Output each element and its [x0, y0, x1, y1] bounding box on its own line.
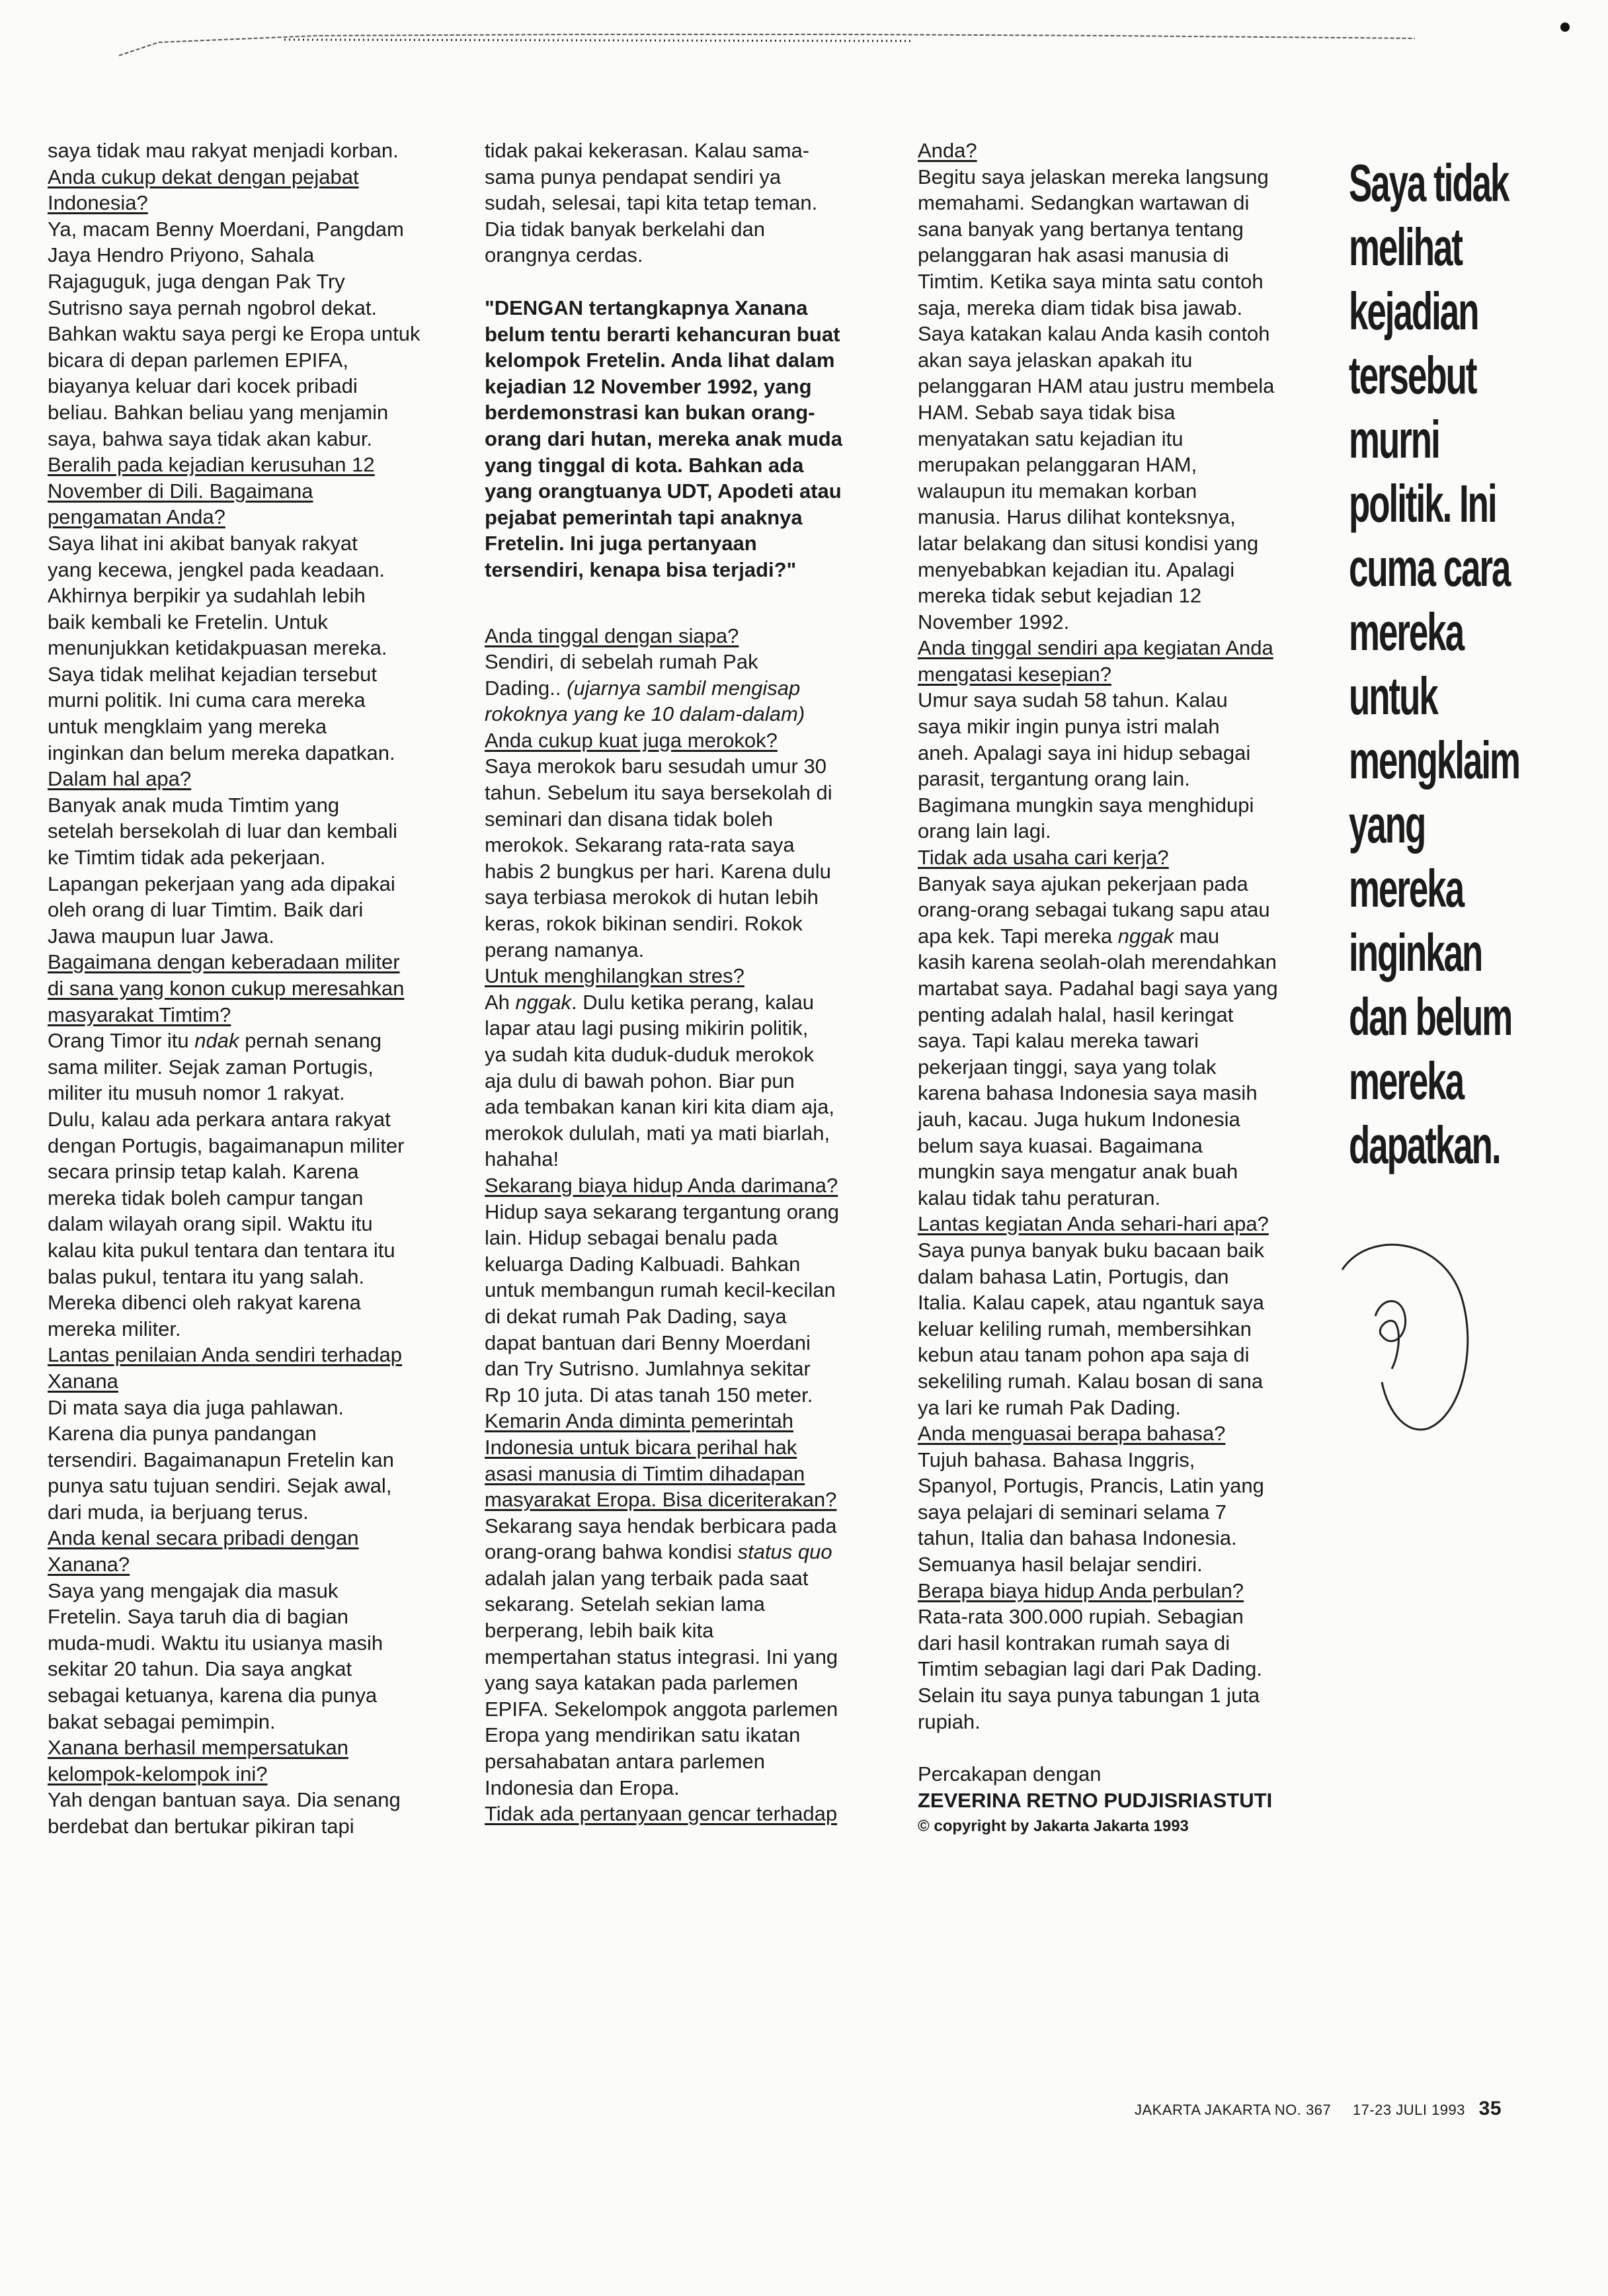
interview-question: Lantas penilaian Anda sendiri terhadap [48, 1343, 403, 1367]
text-line: martabat saya. Padahal bagi saya yang [918, 977, 1278, 1000]
text-line: rupiah. [918, 1709, 981, 1733]
interview-question: Kemarin Anda diminta pemerintah [485, 1409, 793, 1433]
text-line: Ah nggak. Dulu ketika perang, kalau [485, 990, 815, 1014]
interview-question: Beralih pada kejadian kerusuhan 12 [48, 453, 375, 477]
text-line: latar belakang dan situsi kondisi yang [918, 531, 1259, 555]
text-line: Sendiri, di sebelah rumah Pak [485, 650, 758, 674]
text-line: saja, mereka diam tidak bisa jawab. [918, 296, 1243, 319]
pull-quote-line: murni [1349, 410, 1439, 469]
text-line: Akhirnya berpikir ya sudahlah lebih [48, 584, 366, 608]
text-line: menyebabkan kejadian itu. Apalagi [918, 557, 1235, 581]
highlighted-quote-line: berdemonstrasi kan bukan orang- [485, 401, 815, 425]
text-line: orang lain lagi. [918, 819, 1051, 843]
text-line: dalam bahasa Latin, Portugis, dan [918, 1264, 1229, 1288]
text-line: aneh. Apalagi saya ini hidup sebagai [918, 741, 1251, 764]
text-line: Rata-rata 300.000 rupiah. Sebagian [918, 1605, 1244, 1629]
highlighted-quote-line: yang orangtuanya UDT, Apodeti atau [485, 479, 842, 503]
highlighted-quote-line: belum tentu berarti kehancuran buat [485, 322, 840, 346]
text-line: oleh orang di luar Timtim. Baik dari [48, 898, 364, 922]
text-line: Timtim. Ketika saya minta satu contoh [918, 269, 1264, 293]
text-line: sama punya pendapat sendiri ya [485, 165, 782, 188]
text-line: Saya punya banyak buku bacaan baik [918, 1238, 1264, 1262]
highlighted-quote-line: pejabat pemerintah tapi anaknya [485, 505, 803, 529]
text-line: orang-orang sebagai tukang sapu atau [918, 898, 1270, 922]
interview-question: di sana yang konon cukup meresahkan [48, 977, 405, 1000]
text-line: dalam wilayah orang sipil. Waktu itu [48, 1212, 373, 1236]
text-line: mereka tidak sebut kejadian 12 [918, 584, 1202, 608]
text-line: walaupun itu memakan korban [918, 479, 1197, 503]
text-line: manusia. Harus dilihat konteksnya, [918, 505, 1236, 529]
text-line: Italia. Kalau capek, atau ngantuk saya [918, 1291, 1264, 1315]
text-line: hahaha! [485, 1147, 559, 1171]
pull-quote-line: kejadian [1349, 282, 1478, 341]
text-line: Eropa yang mendirikan satu ikatan [485, 1723, 801, 1747]
text-line: muda-mudi. Waktu itu usianya masih [48, 1631, 383, 1655]
text-line: Indonesia dan Eropa. [485, 1776, 680, 1799]
interview-question: masyarakat Timtim? [48, 1003, 231, 1026]
text-line: mungkin saya mengatur anak buah [918, 1160, 1238, 1184]
italic-fragment: nggak [1117, 924, 1174, 948]
text-line: secara prinsip tetap kalah. Karena [48, 1160, 359, 1184]
text-line: tersendiri. Bagaimanapun Fretelin kan [48, 1448, 394, 1471]
text-line: mereka tidak boleh campur tangan [48, 1186, 364, 1210]
text-line: Banyak saya ajukan pekerjaan pada [918, 872, 1248, 895]
interview-question: Berapa biaya hidup Anda perbulan? [918, 1578, 1244, 1602]
pull-quote-line: melihat [1349, 218, 1462, 276]
text-line: yang kecewa, jengkel pada keadaan. [48, 557, 385, 581]
pull-quote-line: yang [1349, 795, 1426, 854]
interview-question: Xanana? [48, 1553, 130, 1577]
text-line: untuk membangun rumah kecil-kecilan [485, 1278, 836, 1302]
text-line: berperang, lebih baik kita [485, 1619, 714, 1643]
interview-question: Anda menguasai berapa bahasa? [918, 1422, 1226, 1446]
text-line: Mereka dibenci oleh rakyat karena [48, 1291, 361, 1315]
paragraph-gap [485, 268, 888, 295]
text-line: saya pelajari di seminari selama 7 [918, 1500, 1226, 1524]
text-line: Saya yang mengajak dia masuk [48, 1578, 339, 1602]
text-line: dengan Portugis, bagaimanapun militer [48, 1133, 405, 1157]
interview-question: kelompok-kelompok ini? [48, 1762, 268, 1785]
text-line: EPIFA. Sekelompok anggota parlemen [485, 1697, 838, 1721]
pull-quote-line: mereka [1349, 602, 1464, 661]
interview-question: Anda tinggal sendiri apa kegiatan Anda [918, 636, 1273, 660]
text-line: saya, bahwa saya tidak akan kabur. [48, 427, 373, 450]
text-line: beliau. Bahkan beliau yang menjamin [48, 400, 389, 424]
text-line: tidak pakai kekerasan. Kalau sama- [485, 139, 810, 162]
text-line: tahun, Italia dan bahasa Indonesia. [918, 1526, 1237, 1550]
text-line: punya satu tujuan sendiri. Sejak awal, [48, 1474, 392, 1498]
interview-question: Dalam hal apa? [48, 767, 192, 791]
credit-author: ZEVERINA RETNO PUDJISRIASTUTI [918, 1788, 1273, 1812]
text-line: Dulu, kalau ada perkara antara rakyat [48, 1107, 391, 1131]
issue-date: 17-23 JULI 1993 [1352, 2102, 1466, 2118]
text-line: Dading.. (ujarnya sambil mengisap [485, 676, 801, 700]
text-line: bakat sebagai pemimpin. [48, 1709, 276, 1733]
text-line: mempertahan status integrasi. Ini yang [485, 1645, 838, 1668]
text-line: balas pukul, tentara itu yang salah. [48, 1264, 365, 1288]
text-line: Banyak anak muda Timtim yang [48, 793, 340, 817]
text-line: habis 2 bungkus per hari. Karena dulu [485, 859, 831, 883]
text-line: mereka militer. [48, 1317, 181, 1340]
paragraph-gap [485, 583, 888, 623]
text-line: Timtim sebagian lagi dari Pak Dading. [918, 1657, 1262, 1681]
interview-question: Anda? [918, 139, 977, 162]
text-line: murni politik. Ini cuma cara mereka [48, 688, 366, 712]
interview-question: Sekarang biaya hidup Anda darimana? [485, 1173, 838, 1197]
hand-drawn-doodle [1329, 1217, 1488, 1442]
interview-question: Lantas kegiatan Anda sehari-hari apa? [918, 1212, 1269, 1236]
interview-question: asasi manusia di Timtim dihadapan [485, 1461, 805, 1485]
interview-question: Xanana berhasil mempersatukan [48, 1736, 348, 1760]
ink-speck [1560, 22, 1570, 32]
text-line: Saya katakan kalau Anda kasih contoh [918, 322, 1270, 346]
text-line: saya terbiasa merokok di hutan lebih [485, 885, 819, 909]
text-line: merokok dululah, mati ya mati biarlah, [485, 1121, 830, 1145]
text-line: kalau kita pukul tentara dan tentara itu [48, 1238, 395, 1262]
interview-question: Tidak ada usaha cari kerja? [918, 846, 1169, 870]
highlighted-quote-line: kejadian 12 November 1992, yang [485, 374, 812, 398]
text-line: merupakan pelanggaran HAM, [918, 453, 1197, 477]
interview-question: mengatasi kesepian? [918, 662, 1111, 686]
interview-question: Indonesia? [48, 191, 148, 215]
text-line: lain. Hidup sebagai benalu pada [485, 1226, 778, 1250]
interview-question: Anda kenal secara pribadi dengan [48, 1526, 359, 1550]
text-line: dari hasil kontrakan rumah saya di [918, 1631, 1230, 1655]
text-line: untuk mengklaim yang mereka [48, 715, 327, 739]
credit-label: Percakapan dengan [918, 1762, 1102, 1786]
text-line: kasih karena seolah-olah merendahkan [918, 950, 1277, 974]
text-line: Jaya Hendro Priyono, Sahala [48, 243, 315, 267]
interview-question: Untuk menghilangkan stres? [485, 964, 744, 988]
interview-question: Xanana [48, 1369, 118, 1393]
magazine-issue: JAKARTA JAKARTA NO. 367 [1135, 2102, 1332, 2118]
text-line: Bagimana mungkin saya menghidupi [918, 793, 1254, 817]
text-line: menyatakan satu kejadian itu [918, 427, 1184, 450]
article-column-1 [48, 138, 458, 1840]
text-line: yang saya katakan pada parlemen [485, 1671, 798, 1695]
pull-quote-line: untuk [1349, 667, 1437, 725]
text-line: Semuanya hasil belajar sendiri. [918, 1553, 1203, 1577]
text-line: sebagai ketuanya, karena dia punya [48, 1684, 378, 1707]
text-line: Begitu saya jelaskan mereka langsung [918, 165, 1269, 188]
interview-question: pengamatan Anda? [48, 505, 225, 529]
text-line: baik kembali ke Fretelin. Untuk [48, 610, 328, 634]
text-line: Sekarang saya hendak berbicara pada [485, 1514, 837, 1538]
text-line: Fretelin. Saya taruh dia di bagian [48, 1605, 348, 1629]
interview-question: masyarakat Eropa. Bisa diceriterakan? [485, 1488, 837, 1512]
interview-question: Tidak ada pertanyaan gencar terhadap [485, 1802, 838, 1826]
text-line: adalah jalan yang terbaik pada saat [485, 1566, 809, 1590]
pull-quote-line: politik. Ini [1349, 474, 1496, 533]
page-number: 35 [1478, 2098, 1502, 2119]
text-line: ya lari ke rumah Pak Dading. [918, 1395, 1182, 1419]
text-line: Di mata saya dia juga pahlawan. [48, 1395, 344, 1419]
text-line: pelanggaran hak asasi manusia di [918, 243, 1229, 267]
text-line: merokok. Sekarang rata-rata saya [485, 833, 795, 857]
pull-quote-line: dapatkan. [1349, 1116, 1500, 1174]
text-line: bicara di depan parlemen EPIFA, [48, 348, 348, 372]
text-line: perang namanya. [485, 938, 645, 962]
interview-question: Anda cukup dekat dengan pejabat [48, 165, 359, 188]
text-line: keluar keliling rumah, membersihkan [918, 1317, 1252, 1340]
article-column-2 [485, 138, 888, 1827]
pull-quote-line: mereka [1349, 1051, 1464, 1110]
text-line: tahun. Sebelum itu saya bersekolah di [485, 781, 832, 805]
text-line: Ya, macam Benny Moerdani, Pangdam [48, 217, 404, 241]
text-line: seminari dan disana tidak boleh [485, 807, 773, 831]
text-line: akan saya jelaskan apakah itu [918, 348, 1193, 372]
text-line: pelanggaran HAM atau justru membela [918, 374, 1275, 398]
page-footer [1135, 2098, 1502, 2120]
text-line: keluarga Dading Kalbuadi. Bahkan [485, 1252, 801, 1276]
italic-fragment: ndak [194, 1029, 239, 1053]
text-line: militer itu musuh nomor 1 rakyat. [48, 1081, 345, 1105]
text-line: Saya merokok baru sesudah umur 30 [485, 755, 826, 778]
text-line: dan Try Sutrisno. Jumlahnya sekitar [485, 1357, 811, 1381]
pull-quote-line: inginkan [1349, 923, 1482, 982]
text-line: karena bahasa Indonesia saya masih [918, 1081, 1258, 1105]
text-line: Umur saya sudah 58 tahun. Kalau [918, 688, 1228, 712]
text-line: Yah dengan bantuan saya. Dia senang [48, 1788, 401, 1812]
interview-question: Anda tinggal dengan siapa? [485, 624, 739, 647]
text-line: Bahkan waktu saya pergi ke Eropa untuk [48, 322, 421, 346]
text-line: aja dulu di bawah pohon. Biar pun [485, 1069, 795, 1092]
text-line: rokoknya yang ke 10 dalam-dalam) [485, 702, 805, 726]
text-line: di dekat rumah Pak Dading, saya [485, 1304, 787, 1328]
highlighted-quote-line: kelompok Fretelin. Anda lihat dalam [485, 348, 835, 372]
highlighted-quote-line: orang dari hutan, mereka anak muda [485, 427, 842, 450]
text-line: menunjukkan ketidakpuasan mereka. [48, 636, 387, 660]
text-line: Karena dia punya pandangan [48, 1422, 317, 1446]
text-line: keras, rokok bikinan sendiri. Rokok [485, 912, 803, 936]
text-line: orang-orang bahwa kondisi status quo [485, 1540, 832, 1564]
text-line: lapar atau lagi pusing mikirin politik, [485, 1016, 809, 1040]
text-line: berdebat dan bertukar pikiran tapi [48, 1815, 354, 1838]
italic-fragment: (ujarnya sambil mengisap [567, 676, 801, 700]
text-line: Jawa maupun luar Jawa. [48, 924, 274, 948]
interview-question: Bagaimana dengan keberadaan militer [48, 950, 400, 974]
text-line: Spanyol, Portugis, Prancis, Latin yang [918, 1474, 1264, 1498]
text-line: Dia tidak banyak berkelahi dan [485, 217, 765, 241]
text-line: sama militer. Sejak zaman Portugis, [48, 1055, 374, 1079]
highlighted-quote-line: yang tinggal di kota. Bahkan ada [485, 453, 804, 477]
highlighted-quote-line: tersendiri, kenapa bisa terjadi?" [485, 557, 797, 581]
interview-question: Anda cukup kuat juga merokok? [485, 728, 778, 752]
pull-quote-line: dan belum [1349, 987, 1512, 1046]
text-line: Hidup saya sekarang tergantung orang [485, 1200, 839, 1223]
text-line: sudah, selesai, tapi kita tetap teman. [485, 191, 818, 215]
text-line: dapat bantuan dari Benny Moerdani [485, 1331, 811, 1354]
text-line: Sutrisno saya pernah ngobrol dekat. [48, 296, 378, 319]
text-line: sekitar 20 tahun. Dia saya angkat [48, 1657, 352, 1681]
pull-quote-line: mengklaim [1349, 731, 1520, 790]
text-line: saya mikir ingin punya istri malah [918, 715, 1220, 739]
text-line: parasit, tergantung orang lain. [918, 767, 1190, 791]
highlighted-quote-line: Fretelin. Ini juga pertanyaan [485, 532, 757, 555]
text-line: Saya lihat ini akibat banyak rakyat [48, 531, 358, 555]
pull-quote-line: mereka [1349, 859, 1464, 918]
text-line: saya tidak mau rakyat menjadi korban. [48, 139, 399, 162]
text-line: Orang Timor itu ndak pernah senang [48, 1029, 382, 1053]
text-line: Selain itu saya punya tabungan 1 juta [918, 1684, 1260, 1707]
text-line: dari muda, ia berjuang terus. [48, 1500, 309, 1524]
text-line: sekeliling rumah. Kalau bosan di sana [918, 1369, 1264, 1393]
text-line: kalau tidak tahu peraturan. [918, 1186, 1161, 1210]
copyright-notice: © copyright by Jakarta Jakarta 1993 [918, 1817, 1189, 1836]
text-line: ke Timtim tidak ada pekerjaan. [48, 846, 326, 870]
text-line: memahami. Sedangkan wartawan di [918, 191, 1250, 215]
text-line: biayanya keluar dari kocek pribadi [48, 374, 358, 398]
text-line: November 1992. [918, 610, 1070, 634]
text-line: Rp 10 juta. Di atas tanah 150 meter. [485, 1383, 813, 1407]
text-line: saya. Tapi kalau mereka tawari [918, 1029, 1199, 1053]
text-line: kebun atau tanam pohon apa saja di [918, 1343, 1250, 1367]
text-line: ya sudah kita duduk-duduk merokok [485, 1043, 815, 1066]
italic-fragment: status quo [737, 1540, 832, 1564]
text-line: belum saya kuasai. Bagaimana [918, 1133, 1203, 1157]
interview-question: November di Dili. Bagaimana [48, 479, 313, 503]
text-line: jauh, kacau. Juga hukum Indonesia [918, 1107, 1240, 1131]
text-line: Saya tidak melihat kejadian tersebut [48, 662, 378, 686]
text-line: penting adalah halal, hasil keringat [918, 1003, 1234, 1026]
text-line: setelah bersekolah di luar dan kembali [48, 819, 398, 843]
text-line: ada tembakan kanan kiri kita diam aja, [485, 1095, 835, 1119]
highlighted-quote-line: "DENGAN tertangkapnya Xanana [485, 296, 808, 319]
article-column-3 [918, 138, 1314, 1840]
pull-quote [1349, 151, 1520, 1177]
pull-quote-line: Saya tidak [1349, 153, 1509, 212]
text-line: apa kek. Tapi mereka nggak mau [918, 924, 1220, 948]
text-line: Lapangan pekerjaan yang ada dipakai [48, 872, 395, 895]
text-line: pekerjaan tinggi, saya yang tolak [918, 1055, 1217, 1079]
text-line: sana banyak yang bertanya tentang [918, 217, 1244, 241]
text-line: sekarang. Setelah sekian lama [485, 1592, 765, 1616]
italic-fragment: nggak [515, 990, 571, 1014]
text-line: Tujuh bahasa. Bahasa Inggris, [918, 1448, 1195, 1471]
interview-question: Indonesia untuk bicara perihal hak [485, 1435, 797, 1459]
text-line: orangnya cerdas. [485, 243, 643, 267]
text-line: inginkan dan belum mereka dapatkan. [48, 741, 395, 764]
text-line: HAM. Sebab saya tidak bisa [918, 400, 1176, 424]
text-line: Rajaguguk, juga dengan Pak Try [48, 269, 345, 293]
page-top-rule [119, 26, 1415, 66]
pull-quote-line: cuma cara [1349, 538, 1510, 597]
text-line: persahabatan antara parlemen [485, 1750, 765, 1774]
pull-quote-line: tersebut [1349, 346, 1476, 405]
